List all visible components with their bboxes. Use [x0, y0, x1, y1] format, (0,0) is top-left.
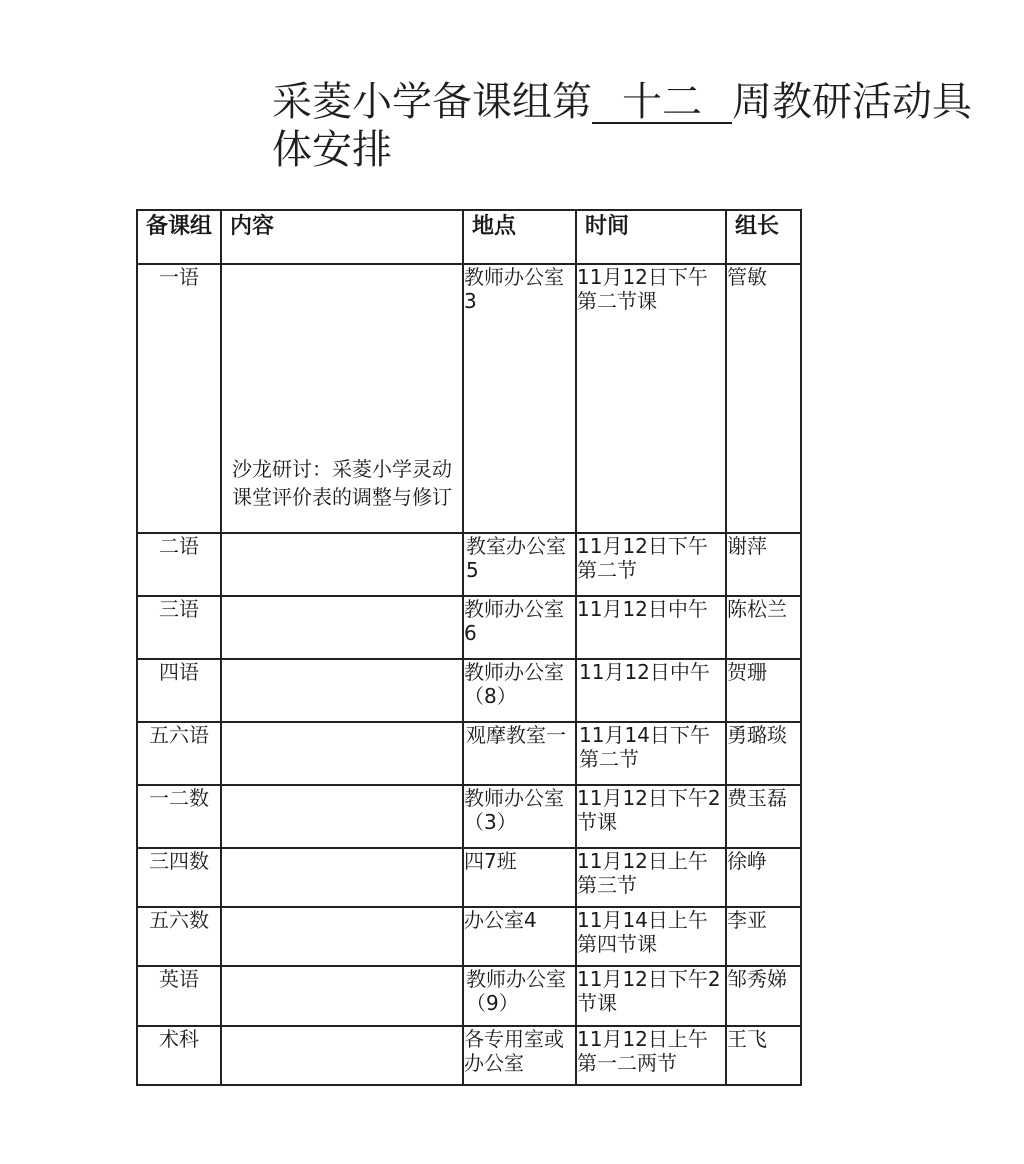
content-cell-empty: [221, 785, 463, 848]
table-row: [137, 722, 801, 785]
schedule-table: [136, 209, 802, 1086]
header-time: 时间: [576, 210, 726, 264]
content-cell-empty: [221, 596, 463, 659]
leader-cell: 李亚: [726, 907, 801, 966]
table-row: [137, 907, 801, 966]
group-cell: 英语: [137, 966, 221, 1026]
content-text: 沙龙研讨：采菱小学灵动课堂评价表的调整与修订: [232, 457, 452, 509]
title-suffix: 周教研活动具体安排: [272, 79, 972, 173]
table-header-row: [137, 210, 801, 264]
leader-cell: 贺珊: [726, 659, 801, 722]
group-cell: 术科: [137, 1026, 221, 1085]
table-row: [137, 264, 801, 533]
table-row: [137, 785, 801, 848]
title-prefix: 采菱小学备课组第: [272, 79, 592, 125]
time-cell: 11月12日上午第三节: [576, 848, 726, 907]
leader-cell: 勇璐琰: [726, 722, 801, 785]
place-cell: 教师办公室3: [463, 264, 576, 533]
time-cell: 11月12日中午: [576, 659, 726, 722]
group-cell: 三语: [137, 596, 221, 659]
leader-cell: 邹秀娣: [726, 966, 801, 1026]
table-row: [137, 659, 801, 722]
group-cell: 一语: [137, 264, 221, 533]
content-cell-empty: [221, 966, 463, 1026]
leader-cell: 谢萍: [726, 533, 801, 596]
leader-cell: 徐峥: [726, 848, 801, 907]
group-cell: 三四数: [137, 848, 221, 907]
page-title: [272, 78, 972, 174]
content-cell-empty: [221, 722, 463, 785]
header-place: 地点: [463, 210, 576, 264]
header-group: 备课组: [137, 210, 221, 264]
content-cell-empty: [221, 907, 463, 966]
table-row: [137, 596, 801, 659]
header-content: 内容: [221, 210, 463, 264]
table-row: [137, 848, 801, 907]
content-cell-empty: [221, 848, 463, 907]
group-cell: 四语: [137, 659, 221, 722]
table-row: [137, 1026, 801, 1085]
group-cell: 二语: [137, 533, 221, 596]
place-cell: 观摩教室一: [463, 722, 576, 785]
table-row: [137, 966, 801, 1026]
group-cell: 五六语: [137, 722, 221, 785]
group-cell: 一二数: [137, 785, 221, 848]
title-week-blank: 十二: [592, 82, 732, 124]
content-cell: [221, 264, 463, 533]
place-cell: 教师办公室6: [463, 596, 576, 659]
table-row: [137, 533, 801, 596]
time-cell: 11月12日下午2节课: [576, 785, 726, 848]
header-leader: 组长: [726, 210, 801, 264]
leader-cell: 陈松兰: [726, 596, 801, 659]
group-cell: 五六数: [137, 907, 221, 966]
place-cell: 四7班: [463, 848, 576, 907]
time-cell: 11月14日下午第二节: [576, 722, 726, 785]
place-cell: 办公室4: [463, 907, 576, 966]
time-cell: 11月12日中午: [576, 596, 726, 659]
time-cell: 11月12日下午第二节: [576, 533, 726, 596]
content-cell-empty: [221, 659, 463, 722]
place-cell: 教师办公室（3）: [463, 785, 576, 848]
content-cell-empty: [221, 1026, 463, 1085]
time-cell: 11月12日下午2节课: [576, 966, 726, 1026]
time-cell: 11月14日上午第四节课: [576, 907, 726, 966]
leader-cell: 费玉磊: [726, 785, 801, 848]
content-cell-empty: [221, 533, 463, 596]
leader-cell: 王飞: [726, 1026, 801, 1085]
time-cell: 11月12日上午第一二两节: [576, 1026, 726, 1085]
place-cell: 教室办公室5: [463, 533, 576, 596]
leader-cell: 管敏: [726, 264, 801, 533]
time-cell: 11月12日下午第二节课: [576, 264, 726, 533]
place-cell: 教师办公室（9）: [463, 966, 576, 1026]
place-cell: 教师办公室（8）: [463, 659, 576, 722]
place-cell: 各专用室或办公室: [463, 1026, 576, 1085]
